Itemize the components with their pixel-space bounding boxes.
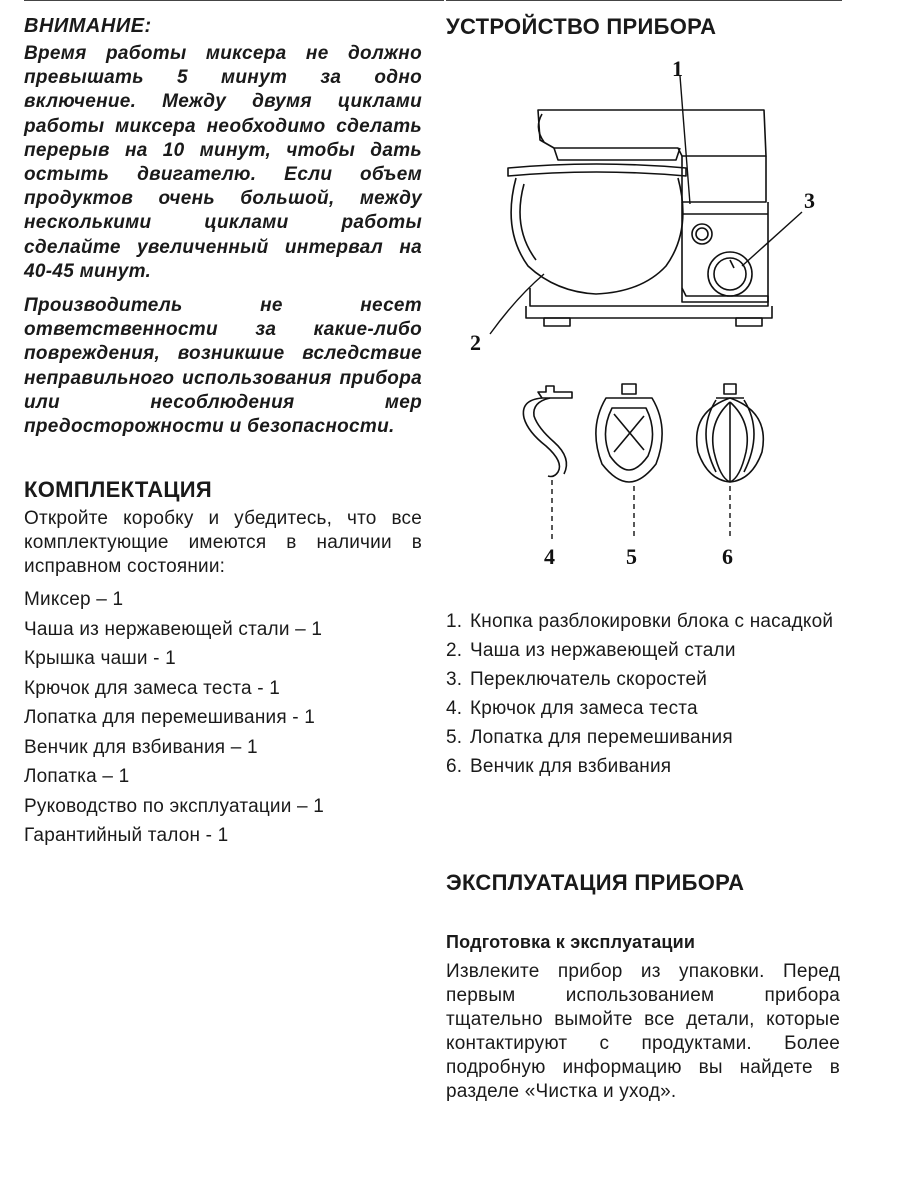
unlock-button <box>692 224 712 244</box>
callout-4: 4 <box>544 544 555 569</box>
prep-title: Подготовка к эксплуатации <box>446 932 696 952</box>
mixer-base <box>526 288 772 326</box>
left-column <box>24 14 422 851</box>
prep-text: Извлеките прибор из упаковки. Перед первым использованием прибора тщательно вымойте все детали, которые контактируют с продуктами. Более подробную информацию вы найдете в разделе «Чистка и уход». <box>446 961 840 1102</box>
mixer-body <box>682 156 768 302</box>
callout-6: 6 <box>722 544 733 569</box>
speed-knob <box>708 252 752 296</box>
warning-paragraph-1: Время работы миксера не должно превышать 5 минут за одно включение. Между двумя циклами работы миксера необходимо сделать перерыв на 10 минут, чтобы дать остыть двигателю. Если объем продуктов очень большой, между несколькими циклами работы сделайте увеличенный интервал на 40-45 минут. <box>24 43 422 282</box>
callout-3: 3 <box>804 188 815 213</box>
legend-item: 5. Лопатка для перемешивания <box>446 727 733 748</box>
top-rule-right <box>446 0 842 1</box>
operation-title: ЭКСПЛУАТАЦИЯ ПРИБОРА <box>446 870 745 895</box>
kit-item: Венчик для взбивания – 1 <box>24 736 258 758</box>
callout-5: 5 <box>626 544 637 569</box>
kit-item: Миксер – 1 <box>24 589 124 611</box>
legend-item: 4. Крючок для замеса теста <box>446 698 698 719</box>
kit-item: Лопатка – 1 <box>24 766 130 788</box>
device-legend <box>446 610 846 784</box>
top-rule-left <box>24 0 444 1</box>
kit-item: Руководство по эксплуатации – 1 <box>24 795 325 817</box>
mixer-bowl <box>508 164 686 294</box>
kit-intro: Откройте коробку и убедитесь, что все комплектующие имеются в наличии в исправном состоянии: <box>24 508 422 578</box>
kit-item: Чаша из нержавеющей стали – 1 <box>24 618 323 640</box>
legend-item: 1. Кнопка разблокировки блока с насадкой <box>446 611 834 632</box>
device-title: УСТРОЙСТВО ПРИБОРА <box>446 14 717 39</box>
legend-item: 3. Переключатель скоростей <box>446 669 708 690</box>
kit-item: Крышка чаши - 1 <box>24 648 176 670</box>
mixer-head <box>538 110 766 160</box>
warning-title: ВНИМАНИЕ: <box>24 15 152 37</box>
legend-item: 6. Венчик для взбивания <box>446 756 672 777</box>
legend-item: 2. Чаша из нержавеющей стали <box>446 640 736 661</box>
dough-hook-icon <box>523 386 572 477</box>
kit-item: Гарантийный талон - 1 <box>24 825 229 847</box>
kit-title: КОМПЛЕКТАЦИЯ <box>24 477 213 503</box>
kit-list <box>24 585 422 851</box>
callout-1: 1 <box>672 56 683 81</box>
whisk-icon <box>697 384 764 482</box>
callout-2: 2 <box>470 330 481 355</box>
flat-beater-icon <box>596 384 662 482</box>
device-diagram <box>446 52 846 582</box>
warning-paragraph-2: Производитель не несет ответственности за какие-либо повреждения, возникшие вследствие неправильного использования прибора или несоблюдения мер предосторожности и безопасности. <box>24 295 422 438</box>
kit-item: Крючок для замеса теста - 1 <box>24 677 280 699</box>
kit-item: Лопатка для перемешивания - 1 <box>24 707 316 729</box>
right-column <box>446 14 846 40</box>
